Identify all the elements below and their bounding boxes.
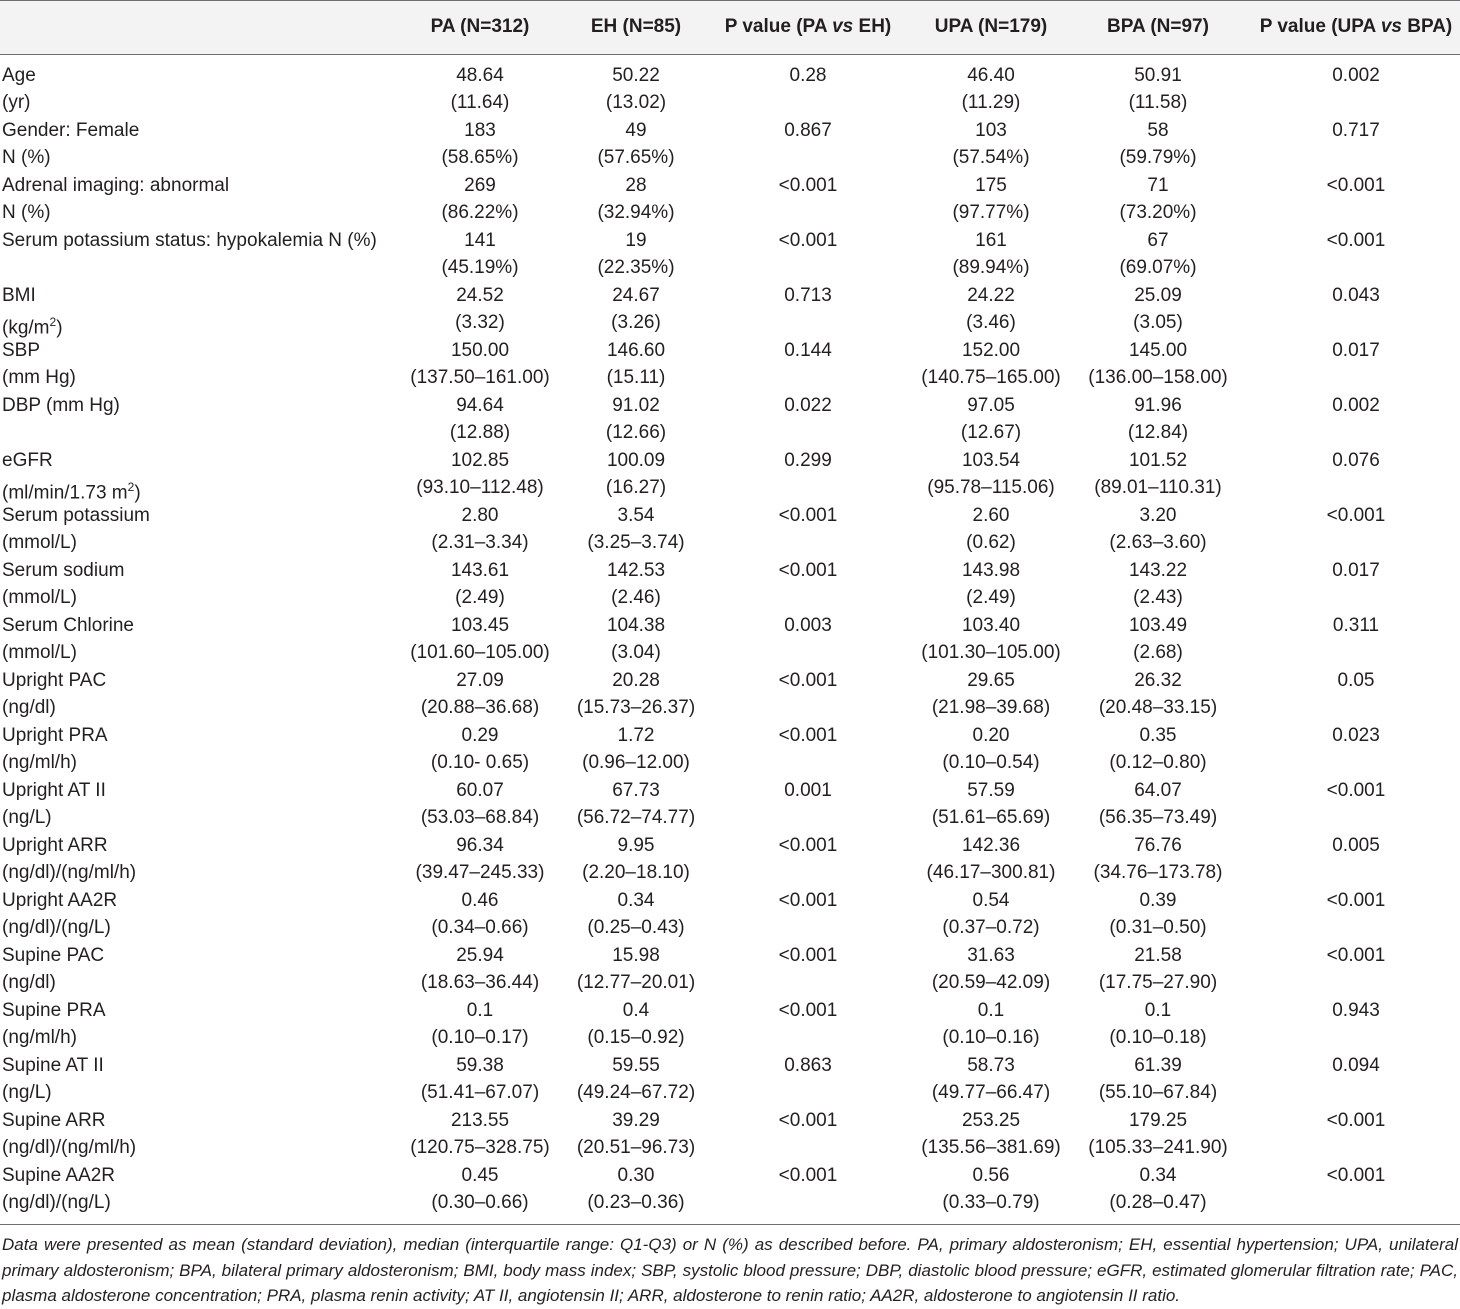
cell-eh-value: 104.38 xyxy=(606,615,666,636)
cell-bpa-value: 91.96 xyxy=(1134,395,1182,416)
cell-upa-value: 0.54 xyxy=(972,890,1010,911)
row-label: BMI xyxy=(2,285,36,306)
row-unit: (ng/L) xyxy=(2,1082,52,1103)
cell-p1-value: <0.001 xyxy=(778,725,838,746)
cell-upa-spread: (101.30–105.00) xyxy=(921,642,1061,663)
table-row xyxy=(0,172,1460,227)
cell-bpa-value: 0.1 xyxy=(1144,1000,1172,1021)
cell-eh-value: 0.4 xyxy=(622,1000,650,1021)
cell-upa-value: 58.73 xyxy=(967,1055,1015,1076)
cell-eh-spread: (57.65%) xyxy=(597,147,675,168)
cell-upa-value: 161 xyxy=(975,230,1007,251)
cell-p1-value: 0.863 xyxy=(784,1055,832,1076)
cell-bpa-spread: (55.10–67.84) xyxy=(1098,1082,1218,1103)
cell-pa-value: 0.45 xyxy=(461,1165,499,1186)
cell-p1-value: <0.001 xyxy=(778,835,838,856)
cell-eh-value: 1.72 xyxy=(617,725,655,746)
cell-bpa-spread: (3.05) xyxy=(1133,312,1183,333)
cell-eh-value: 142.53 xyxy=(606,560,666,581)
cell-upa-spread: (0.37–0.72) xyxy=(942,917,1040,938)
cell-bpa-value: 103.49 xyxy=(1128,615,1188,636)
cell-eh-spread: (20.51–96.73) xyxy=(576,1137,696,1158)
cell-eh-spread: (32.94%) xyxy=(597,202,675,223)
cell-p1-value: 0.867 xyxy=(784,120,832,141)
cell-pa-value: 269 xyxy=(464,175,496,196)
cell-bpa-spread: (11.58) xyxy=(1128,92,1188,113)
cell-p1-value: <0.001 xyxy=(778,1000,838,1021)
cell-pa-value: 143.61 xyxy=(450,560,510,581)
cell-upa-spread: (135.56–381.69) xyxy=(921,1137,1061,1158)
cell-pa-spread: (120.75–328.75) xyxy=(410,1137,550,1158)
cell-bpa-spread: (12.84) xyxy=(1127,422,1189,443)
cell-p2-value: <0.001 xyxy=(1326,175,1386,196)
cell-pa-spread: (137.50–161.00) xyxy=(410,367,550,388)
cell-eh-value: 19 xyxy=(625,230,647,251)
cell-eh-spread: (0.15–0.92) xyxy=(587,1027,685,1048)
cell-p2-value: 0.05 xyxy=(1337,670,1375,691)
cell-bpa-value: 67 xyxy=(1147,230,1169,251)
row-unit: (ng/dl) xyxy=(2,697,56,718)
cell-bpa-value: 143.22 xyxy=(1128,560,1188,581)
row-label: DBP (mm Hg) xyxy=(2,395,120,416)
cell-eh-spread: (3.26) xyxy=(611,312,661,333)
cell-upa-value: 103 xyxy=(975,120,1007,141)
cell-upa-value: 24.22 xyxy=(967,285,1015,306)
table-row xyxy=(0,777,1460,832)
cell-pa-spread: (86.22%) xyxy=(441,202,519,223)
row-label: Supine ARR xyxy=(2,1110,106,1131)
cell-bpa-spread: (69.07%) xyxy=(1119,257,1197,278)
cell-p2-value: <0.001 xyxy=(1326,1165,1386,1186)
cell-p1-value: 0.022 xyxy=(784,395,832,416)
cell-p1-value: <0.001 xyxy=(778,505,838,526)
row-label: eGFR xyxy=(2,450,53,471)
cell-eh-spread: (0.96–12.00) xyxy=(582,752,690,773)
row-unit: (mmol/L) xyxy=(2,642,77,663)
cell-p1-value: 0.713 xyxy=(784,285,832,306)
cell-pa-value: 48.64 xyxy=(456,65,504,86)
row-label: Supine PRA xyxy=(2,1000,106,1021)
cell-p2-value: 0.023 xyxy=(1332,725,1380,746)
cell-eh-value: 20.28 xyxy=(612,670,660,691)
cell-pa-value: 141 xyxy=(464,230,496,251)
cell-p2-value: <0.001 xyxy=(1326,780,1386,801)
row-unit: N (%) xyxy=(2,147,51,168)
cell-pa-value: 102.85 xyxy=(450,450,510,471)
cell-upa-value: 31.63 xyxy=(967,945,1015,966)
row-label: Serum sodium xyxy=(2,560,125,581)
cell-pa-spread: (3.32) xyxy=(455,312,505,333)
cell-bpa-value: 26.32 xyxy=(1134,670,1182,691)
cell-p2-value: 0.017 xyxy=(1332,340,1380,361)
row-label: Serum Chlorine xyxy=(2,615,134,636)
cell-bpa-spread: (73.20%) xyxy=(1119,202,1197,223)
cell-upa-spread: (0.10–0.54) xyxy=(942,752,1040,773)
superscript-2: 2 xyxy=(49,315,57,329)
row-unit: (yr) xyxy=(2,92,31,113)
cell-eh-value: 49 xyxy=(625,120,647,141)
row-label: Serum potassium status: hypokalemia N (%) xyxy=(2,230,377,251)
cell-pa-value: 96.34 xyxy=(456,835,504,856)
cell-bpa-spread: (105.33–241.90) xyxy=(1088,1137,1228,1158)
cell-p2-value: <0.001 xyxy=(1326,890,1386,911)
header-bpa: BPA (N=97) xyxy=(1107,16,1209,37)
cell-eh-value: 3.54 xyxy=(617,505,655,526)
cell-p1-value: 0.001 xyxy=(784,780,832,801)
cell-pa-spread: (20.88–36.68) xyxy=(420,697,540,718)
cell-eh-spread: (0.25–0.43) xyxy=(587,917,685,938)
cell-upa-value: 103.54 xyxy=(961,450,1021,471)
header-p-pa-vs-eh: P value (PA vs EH) xyxy=(724,16,892,37)
row-unit: (ng/dl)/(ng/L) xyxy=(2,917,111,938)
cell-p2-value: <0.001 xyxy=(1326,505,1386,526)
cell-upa-spread: (0.10–0.16) xyxy=(942,1027,1040,1048)
cell-upa-value: 152.00 xyxy=(961,340,1021,361)
row-unit: (mmol/L) xyxy=(2,532,77,553)
cell-p2-value: 0.002 xyxy=(1332,395,1380,416)
cell-p1-value: <0.001 xyxy=(778,560,838,581)
cell-p2-value: <0.001 xyxy=(1326,230,1386,251)
cell-p2-value: 0.002 xyxy=(1332,65,1380,86)
cell-bpa-spread: (34.76–173.78) xyxy=(1093,862,1223,883)
cell-eh-value: 9.95 xyxy=(617,835,655,856)
cell-bpa-value: 50.91 xyxy=(1134,65,1182,86)
row-unit: (ng/dl)/(ng/L) xyxy=(2,1192,111,1213)
cell-eh-value: 39.29 xyxy=(612,1110,660,1131)
cell-upa-value: 0.1 xyxy=(977,1000,1005,1021)
cell-pa-value: 94.64 xyxy=(456,395,504,416)
cell-eh-value: 50.22 xyxy=(612,65,660,86)
cell-p2-value: 0.717 xyxy=(1332,120,1380,141)
cell-upa-value: 175 xyxy=(975,175,1007,196)
cell-eh-value: 67.73 xyxy=(612,780,660,801)
cell-pa-value: 103.45 xyxy=(450,615,510,636)
row-label: Supine PAC xyxy=(2,945,105,966)
cell-pa-spread: (51.41–67.07) xyxy=(420,1082,540,1103)
cell-p1-value: <0.001 xyxy=(778,945,838,966)
cell-bpa-value: 0.34 xyxy=(1139,1165,1177,1186)
cell-pa-value: 0.1 xyxy=(466,1000,494,1021)
table-bottom-rule xyxy=(0,1224,1460,1225)
row-label: Adrenal imaging: abnormal xyxy=(2,175,230,196)
cell-eh-spread: (0.23–0.36) xyxy=(587,1192,685,1213)
cell-bpa-value: 25.09 xyxy=(1134,285,1182,306)
table-row xyxy=(0,1162,1460,1217)
cell-upa-spread: (95.78–115.06) xyxy=(927,477,1055,498)
cell-eh-spread: (2.20–18.10) xyxy=(582,862,690,883)
header-upa: UPA (N=179) xyxy=(934,16,1048,37)
cell-p2-value: 0.017 xyxy=(1332,560,1380,581)
cell-p1-value: 0.003 xyxy=(784,615,832,636)
cell-bpa-value: 58 xyxy=(1147,120,1169,141)
cell-eh-spread: (13.02) xyxy=(605,92,667,113)
cell-pa-value: 0.29 xyxy=(461,725,499,746)
cell-eh-value: 15.98 xyxy=(612,945,660,966)
row-unit: (ng/dl)/(ng/ml/h) xyxy=(2,862,137,883)
cell-bpa-spread: (20.48–33.15) xyxy=(1098,697,1218,718)
cell-eh-spread: (3.25–3.74) xyxy=(587,532,685,553)
superscript-2: 2 xyxy=(127,480,135,494)
table-row xyxy=(0,667,1460,722)
cell-eh-spread: (12.77–20.01) xyxy=(576,972,696,993)
table-row xyxy=(0,447,1460,502)
cell-eh-spread: (22.35%) xyxy=(597,257,675,278)
cell-pa-spread: (0.30–0.66) xyxy=(431,1192,529,1213)
cell-pa-spread: (2.49) xyxy=(455,587,505,608)
cell-pa-spread: (53.03–68.84) xyxy=(420,807,540,828)
cell-upa-spread: (12.67) xyxy=(960,422,1022,443)
cell-eh-spread: (15.11) xyxy=(606,367,666,388)
cell-pa-spread: (12.88) xyxy=(449,422,511,443)
cell-upa-spread: (57.54%) xyxy=(952,147,1030,168)
cell-bpa-value: 145.00 xyxy=(1128,340,1188,361)
cell-pa-spread: (0.10–0.17) xyxy=(431,1027,529,1048)
cell-pa-value: 0.46 xyxy=(461,890,499,911)
row-label: Supine AT II xyxy=(2,1055,104,1076)
cell-eh-value: 146.60 xyxy=(606,340,666,361)
cell-upa-value: 2.60 xyxy=(972,505,1010,526)
cell-bpa-value: 3.20 xyxy=(1139,505,1177,526)
cell-p1-value: <0.001 xyxy=(778,175,838,196)
cell-bpa-value: 76.76 xyxy=(1134,835,1182,856)
cell-upa-value: 142.36 xyxy=(961,835,1021,856)
cell-bpa-spread: (0.28–0.47) xyxy=(1109,1192,1207,1213)
cell-bpa-spread: (136.00–158.00) xyxy=(1088,367,1228,388)
cell-eh-value: 28 xyxy=(625,175,647,196)
table-row xyxy=(0,117,1460,172)
table-row xyxy=(0,392,1460,447)
cell-eh-spread: (3.04) xyxy=(611,642,661,663)
cell-bpa-spread: (59.79%) xyxy=(1119,147,1197,168)
cell-bpa-spread: (89.01–110.31) xyxy=(1094,477,1222,498)
table-row xyxy=(0,997,1460,1052)
cell-upa-value: 0.20 xyxy=(972,725,1010,746)
table-row xyxy=(0,227,1460,282)
cell-upa-spread: (140.75–165.00) xyxy=(921,367,1061,388)
row-label: Gender: Female xyxy=(2,120,140,141)
cell-bpa-spread: (2.63–3.60) xyxy=(1109,532,1207,553)
row-unit: (ng/dl)/(ng/ml/h) xyxy=(2,1137,137,1158)
header-pa: PA (N=312) xyxy=(430,16,530,37)
row-label: Serum potassium xyxy=(2,505,150,526)
cell-pa-value: 2.80 xyxy=(461,505,499,526)
cell-pa-spread: (2.31–3.34) xyxy=(431,532,529,553)
cell-p2-value: 0.094 xyxy=(1332,1055,1380,1076)
row-label: Upright AT II xyxy=(2,780,106,801)
cell-eh-spread: (2.46) xyxy=(611,587,661,608)
cell-upa-spread: (2.49) xyxy=(966,587,1016,608)
cell-upa-spread: (51.61–65.69) xyxy=(931,807,1051,828)
table-header xyxy=(0,0,1460,55)
cell-bpa-spread: (0.12–0.80) xyxy=(1109,752,1207,773)
cell-bpa-spread: (2.43) xyxy=(1133,587,1183,608)
cell-pa-value: 183 xyxy=(464,120,496,141)
cell-bpa-value: 101.52 xyxy=(1128,450,1188,471)
cell-p2-value: 0.311 xyxy=(1332,615,1380,636)
cell-upa-value: 0.56 xyxy=(972,1165,1010,1186)
row-unit: (mm Hg) xyxy=(2,367,76,388)
cell-bpa-spread: (0.10–0.18) xyxy=(1109,1027,1207,1048)
table-row xyxy=(0,887,1460,942)
cell-pa-value: 59.38 xyxy=(456,1055,504,1076)
cell-pa-spread: (18.63–36.44) xyxy=(420,972,540,993)
table-row xyxy=(0,1107,1460,1162)
table-row xyxy=(0,337,1460,392)
table-row xyxy=(0,502,1460,557)
cell-eh-value: 100.09 xyxy=(606,450,666,471)
table-footnote: Data were presented as mean (standard deviation), median (interquartile range: Q1-Q3) or N (%) as described before. PA, primary aldosteronism; EH, essential hypertension; UPA, unilateral primary aldosteronism; BPA, bilateral primary aldosteronism; BMI, body mass index; SBP, systolic blood pressure; DBP, diastolic blood pressure; eGFR, estimated glomerular filtration rate; PAC, plasma aldosterone concentration; PRA, plasma renin activity; AT II, angiotensin II; ARR, aldosterone to renin ratio; AA2R, aldosterone to angiotensin II ratio. xyxy=(2,1235,1458,1305)
cell-bpa-value: 179.25 xyxy=(1128,1110,1188,1131)
cell-upa-spread: (0.62) xyxy=(966,532,1016,553)
cell-bpa-spread: (17.75–27.90) xyxy=(1098,972,1218,993)
cell-upa-value: 97.05 xyxy=(967,395,1015,416)
cell-pa-spread: (45.19%) xyxy=(441,257,519,278)
row-unit: $(kg/m^2)$ xyxy=(2,315,63,339)
cell-eh-value: 59.55 xyxy=(612,1055,660,1076)
table-row xyxy=(0,282,1460,337)
cell-eh-spread: (16.27) xyxy=(605,477,667,498)
row-label: Upright AA2R xyxy=(2,890,118,911)
row-label: Supine AA2R xyxy=(2,1165,116,1186)
row-label: Upright PAC xyxy=(2,670,107,691)
cell-upa-value: 143.98 xyxy=(961,560,1021,581)
cell-pa-value: 60.07 xyxy=(456,780,504,801)
header-p-upa-vs-bpa: P value (UPA vs BPA) xyxy=(1259,16,1453,37)
table-row xyxy=(0,557,1460,612)
cell-eh-value: 24.67 xyxy=(612,285,660,306)
cell-bpa-value: 71 xyxy=(1147,175,1169,196)
row-label: SBP xyxy=(2,340,41,361)
cell-p2-value: <0.001 xyxy=(1326,945,1386,966)
row-unit: (ng/ml/h) xyxy=(2,1027,77,1048)
cell-p1-value: 0.144 xyxy=(784,340,832,361)
cell-pa-spread: (93.10–112.48) xyxy=(416,477,544,498)
cell-bpa-spread: (2.68) xyxy=(1133,642,1183,663)
cell-pa-value: 24.52 xyxy=(456,285,504,306)
cell-eh-spread: (12.66) xyxy=(605,422,667,443)
cell-p1-value: <0.001 xyxy=(778,670,838,691)
cell-upa-spread: (97.77%) xyxy=(952,202,1030,223)
row-unit: (ng/ml/h) xyxy=(2,752,77,773)
cell-bpa-value: 61.39 xyxy=(1134,1055,1182,1076)
row-unit: (ng/L) xyxy=(2,807,52,828)
cell-p1-value: 0.299 xyxy=(784,450,832,471)
cell-upa-value: 29.65 xyxy=(967,670,1015,691)
cell-upa-spread: (3.46) xyxy=(966,312,1016,333)
cell-bpa-spread: (56.35–73.49) xyxy=(1098,807,1218,828)
cell-pa-spread: (39.47–245.33) xyxy=(415,862,545,883)
row-unit: (ml/min/1.73 $m^2$) xyxy=(2,480,141,504)
cell-eh-spread: (56.72–74.77) xyxy=(576,807,696,828)
table-row xyxy=(0,942,1460,997)
row-label: Upright ARR xyxy=(2,835,108,856)
cell-upa-spread: (89.94%) xyxy=(952,257,1030,278)
table-row xyxy=(0,722,1460,777)
cell-bpa-value: 0.35 xyxy=(1139,725,1177,746)
cell-upa-spread: (21.98–39.68) xyxy=(931,697,1051,718)
cell-pa-value: 27.09 xyxy=(456,670,504,691)
cell-upa-value: 46.40 xyxy=(967,65,1015,86)
cell-pa-spread: (58.65%) xyxy=(441,147,519,168)
row-label: Upright PRA xyxy=(2,725,108,746)
cell-eh-value: 0.30 xyxy=(617,1165,655,1186)
cell-pa-spread: (101.60–105.00) xyxy=(410,642,550,663)
table-row xyxy=(0,612,1460,667)
table-row xyxy=(0,1052,1460,1107)
cell-p2-value: 0.043 xyxy=(1332,285,1380,306)
cell-bpa-value: 64.07 xyxy=(1134,780,1182,801)
cell-eh-spread: (49.24–67.72) xyxy=(576,1082,696,1103)
cell-bpa-spread: (0.31–0.50) xyxy=(1109,917,1207,938)
cell-upa-spread: (20.59–42.09) xyxy=(931,972,1051,993)
cell-upa-spread: (49.77–66.47) xyxy=(931,1082,1051,1103)
header-eh: EH (N=85) xyxy=(590,16,682,37)
cell-eh-value: 91.02 xyxy=(612,395,660,416)
table-row xyxy=(0,62,1460,117)
cell-p2-value: 0.005 xyxy=(1332,835,1380,856)
cell-upa-spread: (0.33–0.79) xyxy=(942,1192,1040,1213)
cell-pa-value: 150.00 xyxy=(450,340,510,361)
cell-upa-spread: (11.29) xyxy=(961,92,1021,113)
cell-p1-value: <0.001 xyxy=(778,890,838,911)
cell-bpa-value: 0.39 xyxy=(1139,890,1177,911)
row-unit: (mmol/L) xyxy=(2,587,77,608)
cell-p1-value: <0.001 xyxy=(778,230,838,251)
cell-upa-value: 103.40 xyxy=(961,615,1021,636)
cell-p2-value: 0.076 xyxy=(1332,450,1380,471)
cell-eh-spread: (15.73–26.37) xyxy=(576,697,696,718)
cell-upa-value: 253.25 xyxy=(961,1110,1021,1131)
cell-p1-value: <0.001 xyxy=(778,1110,838,1131)
cell-p2-value: 0.943 xyxy=(1332,1000,1380,1021)
row-unit: N (%) xyxy=(2,202,51,223)
cell-p2-value: <0.001 xyxy=(1326,1110,1386,1131)
table-row xyxy=(0,832,1460,887)
cell-pa-spread: (0.10- 0.65) xyxy=(430,752,530,773)
cell-upa-value: 57.59 xyxy=(967,780,1015,801)
cell-pa-value: 25.94 xyxy=(456,945,504,966)
cell-p1-value: 0.28 xyxy=(789,65,827,86)
cell-eh-value: 0.34 xyxy=(617,890,655,911)
cell-pa-spread: (11.64) xyxy=(450,92,510,113)
cell-pa-value: 213.55 xyxy=(450,1110,510,1131)
row-label: Age xyxy=(2,65,36,86)
cell-upa-spread: (46.17–300.81) xyxy=(926,862,1056,883)
cell-p1-value: <0.001 xyxy=(778,1165,838,1186)
row-unit: (ng/dl) xyxy=(2,972,56,993)
cell-pa-spread: (0.34–0.66) xyxy=(431,917,529,938)
cell-bpa-value: 21.58 xyxy=(1134,945,1182,966)
